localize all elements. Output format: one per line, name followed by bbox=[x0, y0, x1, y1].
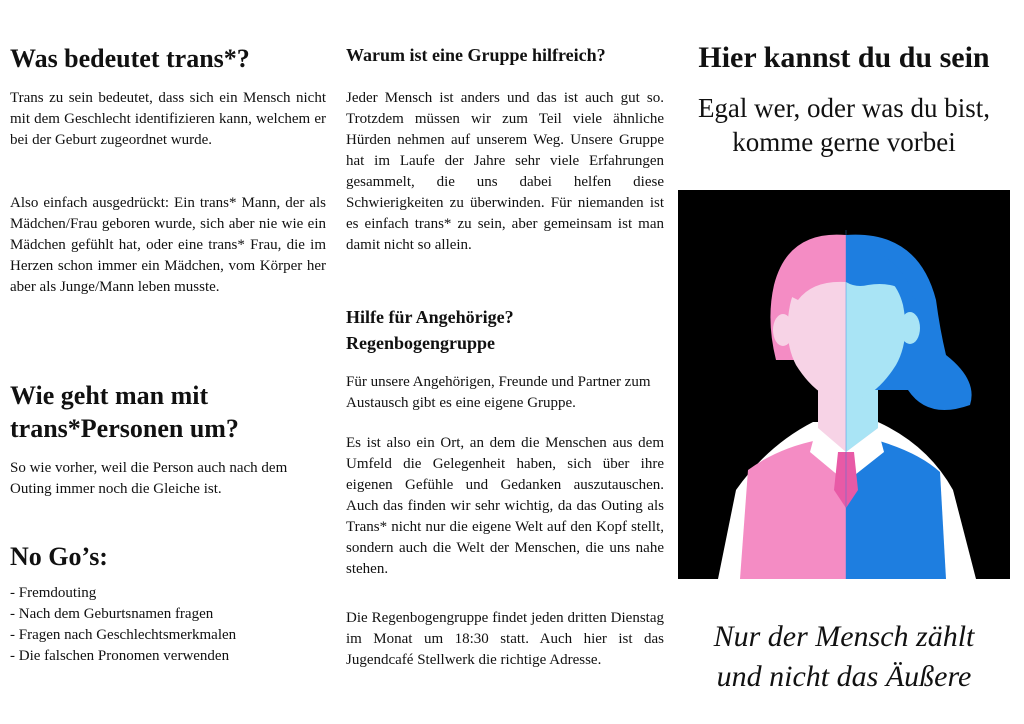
heading-was-bedeutet-trans: Was bedeutet trans*? bbox=[10, 44, 250, 73]
list-item: - Die falschen Pronomen verwenden bbox=[10, 648, 230, 664]
heading-angehoerige-line2: Regenbogengruppe bbox=[346, 333, 496, 353]
list-item: - Fragen nach Geschlechtsmerkmalen bbox=[10, 627, 237, 643]
paragraph-gruppe: Jeder Mensch ist anders und das ist auch gut so. Trotzdem müssen wir zum Teil viele ähnliche Hürden nehmen auf unserem Weg. Unsere Gruppe hat im Laufe der Jahre sehr viele Erfahrungen gesammelt, die uns dabei helfen diese Schwierigkeiten zu überwinden. Für niemanden ist es einfach trans* zu sein, aber gemeinsam ist man damit nicht so allein. bbox=[346, 90, 664, 253]
paragraph-definition: Trans zu sein bedeutet, dass sich ein Mensch nicht mit dem Geschlecht identifizieren kann, welchem er bei der Geburt zugeordnet wurde. bbox=[10, 90, 326, 148]
subtitle bbox=[676, 91, 1012, 159]
paragraph-angehoerige-gruppe: Für unsere Angehörigen, Freunde und Partner zum Austausch gibt es eine eigene Gruppe. bbox=[346, 374, 651, 411]
heading-hier-kannst-du: Hier kannst du du sein bbox=[698, 41, 990, 74]
heading-wie-umgehen-line2: trans*Personen um? bbox=[10, 414, 239, 443]
person-illustration-svg bbox=[678, 190, 1010, 579]
heading-gruppe-hilfreich: Warum ist eine Gruppe hilfreich? bbox=[346, 45, 606, 65]
paragraph-termin: Die Regenbogengruppe findet jeden dritten Dienstag im Monat um 18:30 statt. Auch hier ist das Jugendcafé Stellwerk die richtige Adresse. bbox=[346, 610, 664, 668]
heading-wie-umgehen bbox=[10, 379, 326, 445]
list-no-gos bbox=[10, 583, 326, 667]
slogan-line1: Nur der Mensch zählt bbox=[713, 620, 975, 653]
subtitle-line2: komme gerne vorbei bbox=[732, 127, 956, 157]
list-item: - Nach dem Geburtsnamen fragen bbox=[10, 606, 214, 622]
paragraph-umgang: So wie vorher, weil die Person auch nach dem Outing immer noch die Gleiche ist. bbox=[10, 460, 288, 497]
heading-angehoerige-line1: Hilfe für Angehörige? bbox=[346, 307, 514, 327]
heading-wie-umgehen-line1: Wie geht man mit bbox=[10, 381, 209, 410]
heading-no-gos: No Go’s: bbox=[10, 542, 108, 571]
illustration-person bbox=[678, 190, 1010, 579]
subtitle-line1: Egal wer, oder was du bist, bbox=[697, 93, 991, 123]
list-item: - Fremdouting bbox=[10, 585, 97, 601]
heading-angehoerige bbox=[346, 304, 664, 356]
paragraph-explanation: Also einfach ausgedrückt: Ein trans* Mann, der als Mädchen/Frau geboren wurde, sich aber nie wie ein Mädchen gefühlt hat, oder eine trans* Frau, die im Herzen schon immer ein Mädchen, vom Körper her aber als Junge/Mann leben musste. bbox=[10, 195, 326, 295]
slogan bbox=[676, 617, 1012, 697]
paragraph-ort: Es ist also ein Ort, an dem die Menschen aus dem Umfeld die Gelegenheit haben, sich über ihre eigenen Gefühle und Gedanken auszutauschen. Auch das finden wir sehr wichtig, da das Outing als Trans* nicht nur die eigene Welt auf den Kopf stellt, sondern auch die Welt der Menschen, die uns nahe stehen. bbox=[346, 435, 664, 577]
slogan-line2: und nicht das Äußere bbox=[716, 660, 972, 693]
